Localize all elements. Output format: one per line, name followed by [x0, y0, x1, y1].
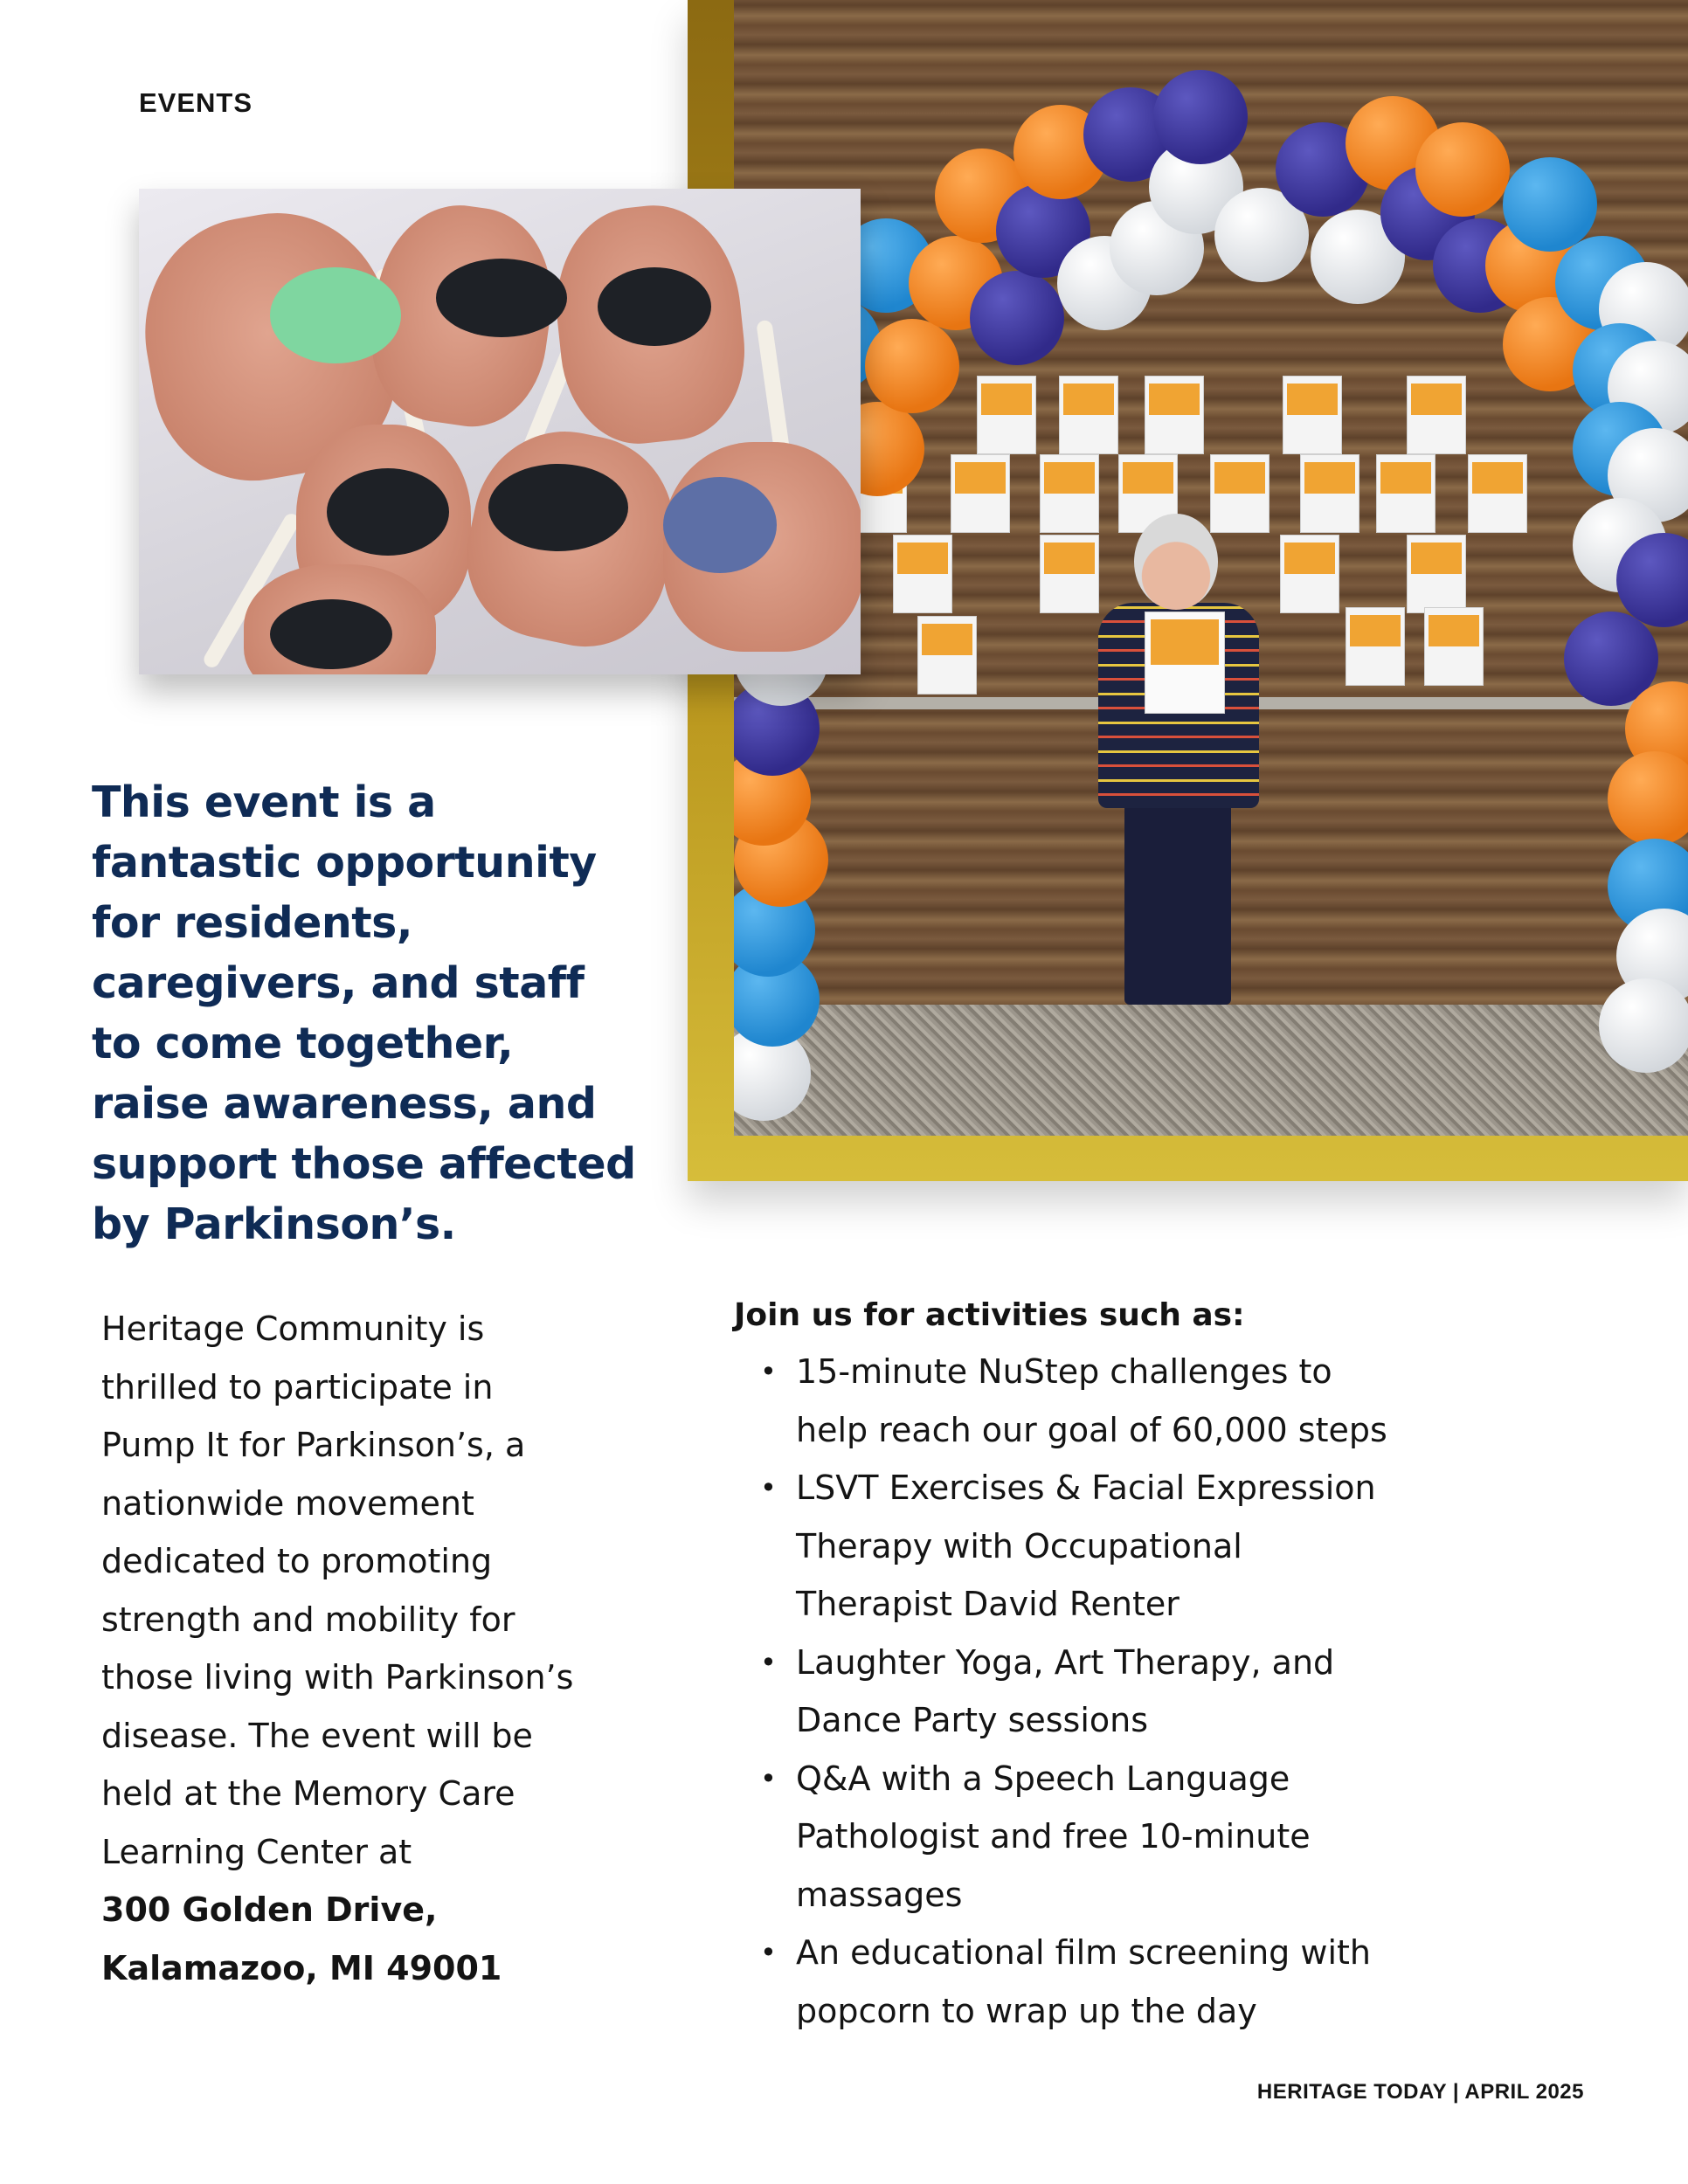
balloon	[865, 319, 959, 413]
painted-rock	[663, 477, 777, 573]
list-item: • Q&A with a Speech Language Pathologist and free 10-minute massages	[734, 1750, 1520, 1925]
carpet-floor	[734, 1005, 1688, 1136]
poster	[1040, 454, 1099, 533]
balloon	[970, 271, 1064, 365]
activities-section	[734, 1289, 1520, 2040]
inset-rocks-photo	[139, 189, 861, 674]
poster	[951, 454, 1010, 533]
poster	[1376, 454, 1435, 533]
list-item: • Laughter Yoga, Art Therapy, and Dance Party sessions	[734, 1634, 1520, 1750]
painted-rock	[327, 468, 449, 556]
poster	[1210, 454, 1269, 533]
painted-rock	[270, 599, 392, 669]
painted-rock	[598, 267, 711, 346]
poster	[1145, 376, 1204, 454]
list-item: • LSVT Exercises & Facial Expression Therapy with Occupational Therapist David Renter	[734, 1459, 1520, 1634]
balloon	[1599, 978, 1688, 1073]
poster	[893, 535, 952, 613]
poster	[1283, 376, 1342, 454]
held-sign	[1145, 612, 1225, 714]
footer-text: HERITAGE TODAY | APRIL 2025	[1256, 2080, 1584, 2104]
poster	[1424, 607, 1484, 686]
list-item: • 15-minute NuStep challenges to help reach our goal of 60,000 steps	[734, 1343, 1520, 1459]
intro-text: Heritage Community is thrilled to participate in Pump It for Parkinson’s, a nationwide movement dedicated to promoting strength and mobility for those living with Parkinson’s disease. The event will be held at the Memory Care Learning Center at	[101, 1310, 574, 1871]
balloon	[1608, 751, 1688, 846]
painted-rock	[488, 464, 628, 551]
painted-rock	[270, 267, 401, 363]
headline: This event is a fantastic opportunity for residents, caregivers, and staff to come together, raise awareness, and support those affected by Parkinson’s.	[92, 778, 636, 1249]
section-label: EVENTS	[139, 87, 253, 118]
balloon	[1503, 157, 1597, 252]
activities-list	[734, 1343, 1520, 2040]
poster	[1300, 454, 1359, 533]
poster	[1040, 535, 1099, 613]
address-line-1: 300 Golden Drive,	[101, 1890, 438, 1929]
poster	[1407, 535, 1466, 613]
poster	[1346, 607, 1405, 686]
address-line-2: Kalamazoo, MI 49001	[101, 1948, 502, 1987]
balloon	[1415, 122, 1510, 217]
poster	[1280, 535, 1339, 613]
poster	[917, 616, 977, 695]
painted-rock	[436, 259, 567, 337]
activities-heading: Join us for activities such as:	[734, 1297, 1245, 1333]
poster	[1407, 376, 1466, 454]
poster	[977, 376, 1036, 454]
poster	[1059, 376, 1118, 454]
balloon	[1153, 70, 1248, 164]
person-head	[1134, 514, 1218, 610]
list-item: • An educational film screening with popcorn to wrap up the day	[734, 1924, 1520, 2040]
person-legs	[1124, 804, 1231, 1005]
intro-paragraph	[101, 1300, 661, 1997]
poster	[1468, 454, 1527, 533]
